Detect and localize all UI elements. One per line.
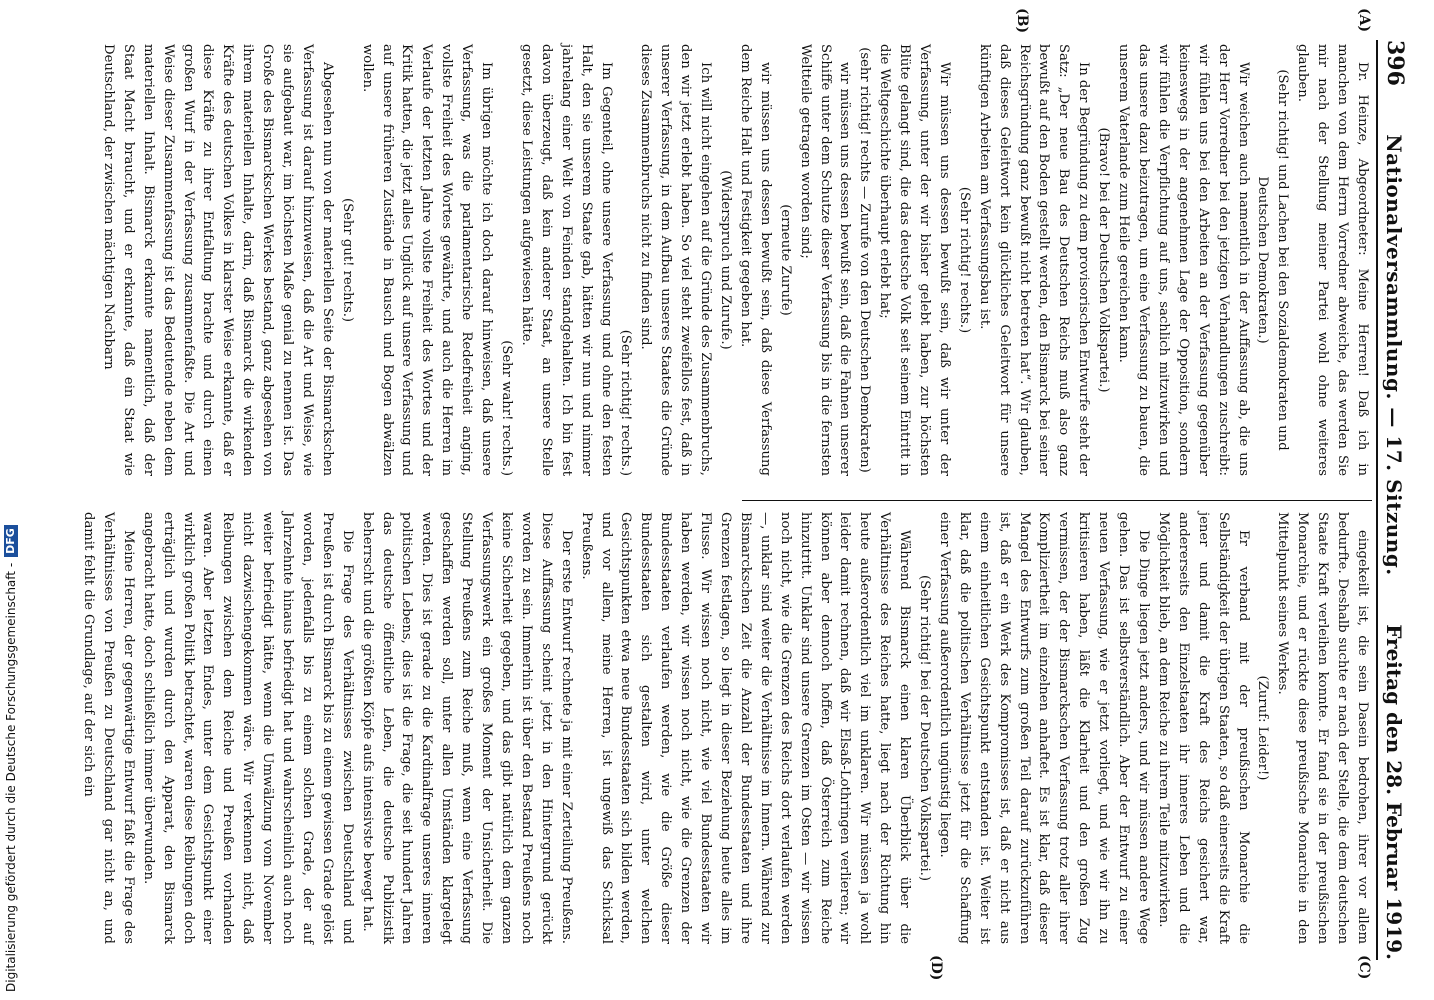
paragraph: Wir müssen uns dessen bewußt sein, daß wir unter der Verfassung, unter der wir bisher gelebt haben, zur höchsten Blüte gelangt sind, die das deutsche Volk seit seinem Eintritt in die Weltgeschichte überhaupt erlebt hat; [877,44,952,476]
digitization-credit [0,0,22,1000]
paragraph: Meine Herren, der gegenwärtige Entwurf faßt die Frage des Verhältnisses von Preußen zu Deutschland gar nicht an, und damit fehlt die Grundlage, auf der sich ein [81,512,136,944]
paragraph: eingekeilt ist, die sein Dasein bedrohen, ihrer vor allem bedurfte. Deshalb suchte er nach der Stelle, die dem deutschen Staate Kraft verleihen konnte. Er fand sie in der preußischen Monarchie, und er rückte diese preußische Monarchie in den Mittelpunkt seines Werkes. [1275,512,1370,944]
paragraph: Dr. Heinze, Abgeordneter: Meine Herren! Daß ich in manchen von dem Herrn Vorredner abweiche, das werden Sie mir nach der Stellung meiner Partei wohl ohne weiteres glauben. [1295,44,1370,476]
interjection: (sehr richtig! rechts — Zurufe von den Deutschen Demokraten) [857,47,873,473]
page-header [1376,40,1422,960]
interjection: (Bravo! bei der Deutschen Volkspartei.) [1096,127,1112,393]
paragraph: Die Frage des Verhältnisses zwischen Deutschland und Preußen ist durch Bismarck bis zu einem gewissen Grade gelöst worden, jedenfalls bis zu einem solchen Grade, der auf Jahrzehnte hinaus befriedigt hat und wahrscheinlich auch noch weiter befriedigt hätte, wenn die Umwälzung vom November nicht dazwischengekommen wäre. Wir verkennen nicht, daß Reibungen zwischen dem Reiche und Preußen vorhanden waren. Aber letzten Endes, unter dem Gesichtspunkt einer wirklich großen Politik betrachtet, waren diese Reibungen doch erträglich und wurden durch den Apparat, den Bismarck angebracht hatte, doch schließlich immer überwunden. [140,512,355,944]
interjection: (Sehr richtig! bei der Deutschen Volkspartei.) [917,574,933,882]
page-number: 396 [1382,40,1408,86]
page-title: Nationalversammlung. — 17. Sitzung. [1382,134,1406,576]
margin-marker-a: (A) [1356,8,1372,33]
interjection: (Sehr richtig! rechts.) [618,329,634,476]
dfg-logo-icon: DFG [4,525,18,557]
paragraph: Wir weichen auch namentlich in der Auffassung ab, die uns der Herr Vorredner bei den jetzigen Verhandlungen zuschreibt: wir fühlen uns bei den Arbeiten an der Verfassung gegenüber keineswegs in der angenehmen Lage der Opposition, sondern wir fühlen die Verpflichtung auf uns, sachlich mitzuwirken und das unsere dazu beizutragen, um eine Verfassung zu bauen, die unserem Vaterlande zum Heile gereichen kann. [1116,44,1251,476]
interjection: (Sehr wahr! rechts.) [499,340,515,476]
paragraph: wir müssen uns dessen bewußt sein, daß die Fahnen unserer Schiffe unter dem Schutze dieser Verfassung bis in die fernsten Weltteile getragen worden sind; [797,44,853,476]
left-text-column [100,44,1372,477]
paragraph: Die Dinge liegen jetzt anders, und wir müssen andere Wege gehen. Das ist selbstverständlich. Aber der Entwurf zu einer neuen Verfassung, wie er jetzt vorliegt, und wie wir ihn zu kritisieren haben, läßt die Klarheit und den großen Zug vermissen, der der Bismarckschen Verfassung trotz aller ihrer Kompliziertheit im einzelnen anhaftet. Es ist klar, daß dieser Mangel des Entwurfs zum großen Teil darauf zurückzuführen ist, daß er ein Werk des Kompromisses ist, daß er nicht aus einem einheitlichen Gesichtspunkt entstanden ist. Weiter ist klar, daß die politischen Verhältnisse jetzt für die Schaffung einer Verfassung außerordentlich ungünstig liegen. [936,512,1152,944]
margin-marker-b: (B) [1014,8,1030,34]
right-text-column [81,512,1372,944]
interjection: (Sehr richtig! und Lachen bei den Sozialdemokraten und Deutschen Demokraten.) [1255,69,1291,451]
interjection: (erneute Zurufe) [777,204,793,316]
paragraph: In der Begründung zu dem provisorischen Entwurfe steht der Satz: „Der neue Bau des Deutschen Reichs muß also ganz bewußt auf den Boden gestellt werden, den Bismarck bei seiner Reichsgründung ganz bewußt nicht betreten hat“. Wir glauben, daß dieses Geleitwort kein glückliches Geleitwort für unsere künftigen Arbeiten am Verfassungsbau ist. [976,44,1092,477]
interjection: (Sehr richtig! rechts.) [956,186,972,334]
paragraph: Während Bismarck einen klaren Überblick über die Verhältnisse des Reiches hatte, liegt nach der Richtung hin heute außerordentlich viel im unklaren. Wir müssen ja wohl leider damit rechnen, daß wir Elsaß-Lothringen verlieren; wir können aber dennoch hoffen, daß Österreich zum Reiche hinzutritt. Unklar sind unsere Grenzen im Osten — wir wissen noch nicht, wie die Grenzen des Reichs dort verlaufen werden —, unklar sind weiter die Verhältnisse im Innern. Während zur Bismarckschen Zeit die Anzahl der Bundesstaaten und ihre Grenzen festlagen, so liegt in dieser Beziehung heute alles im Flusse. Wir wissen noch nicht, wie viel Bundesstaaten wir haben werden, wir wissen noch nicht, wie die Grenzen der Bundesstaaten verlaufen werden, wie die Größe dieser Bundesstaaten sich gestalten wird, unter welchen Gesichtspunkten etwa neue Bundesstaaten sich bilden werden, und vor allem, meine Herren, ist ungewiß das Schicksal Preußens. [578,512,913,944]
paragraph: wir müssen uns dessen bewußt sein, daß diese Verfassung dem Reiche Halt und Festigkeit gegeben hat. [737,44,773,476]
credit-text: Digitalisierung gefördert durch die Deutsche Forschungsgemeinschaft - [4,562,18,992]
session-date: Freitag den 28. Februar 1919. [1382,624,1406,960]
paragraph: Im übrigen möchte ich doch darauf hinweisen, daß unsere Verfassung, was die parlamentarische Redefreiheit anging, vollste Freiheit des Wortes gewährte, und auch die Herren im Verlaufe der letzten Jahre vollste Freiheit des Wortes und der Kritik hatten, die jetzt alles Unglück auf unsere Verfassung und auf unsere früheren Zustände in Bausch und Bogen abwälzen wollen. [359,44,495,476]
margin-marker-d: (D) [928,955,944,981]
paragraph: Im Gegenteil, ohne unsere Verfassung und ohne den festen Halt, den sie unserem Staate gab, hätten wir nun und nimmer jahrelang einer Welt von Feinden standgehalten. Ich bin fest davon überzeugt, daß kein anderer Staat, an unsere Stelle gesetzt, diese Leistungen aufgewiesen hätte. [518,44,614,476]
column-divider [742,500,1372,501]
interjection: (Zuruf: Leider!) [1255,675,1271,781]
margin-marker-c: (C) [1356,955,1372,980]
interjection: (Widerspruch und Zurufe.) [718,170,733,350]
paragraph: Er verband mit der preußischen Monarchie die Selbständigkeit der übrigen Staaten, so daß einerseits die Kraft jener und damit die Kraft des Reichs gesichert war, andererseits den Einzelstaaten ihr inneres Leben und die Möglichkeit blieb, an dem Reiche zu ihrem Teile mitzuwirken. [1155,512,1251,944]
paragraph: Ich will nicht eingehen auf die Gründe des Zusammenbruchs, den wir jetzt erlebt haben. So viel steht zweifellos fest, daß in unserer Verfassung, in dem Aufbau unseres Staates die Gründe dieses Zusammenbruchs nicht zu finden sind. [638,44,714,476]
paragraph: Der erste Entwurf rechnete ja mit einer Zerteilung Preußens. Diese Auffassung scheint jetzt in den Hintergrund gerückt worden zu sein. Immerhin ist über den Bestand Preußens noch keine Sicherheit gegeben, und das gibt natürlich dem ganzen Verfassungswerk ein großes Moment der Unsicherheit. Die Stellung Preußens zum Reiche muß, wenn eine Verfassung geschaffen werden soll, unter allen Umständen klargelegt werden. Dies ist gerade zu die Kardinalfrage unseres inneren politischen Lebens, dies ist die Frage, die seit hundert Jahren das deutsche öffentliche Leben, die deutsche Publizistik beherrscht und die größten Köpfe aufs intensivste bewegt hat. [359,512,574,944]
paragraph: Abgesehen nun von der materiellen Seite der Bismarckschen Verfassung ist darauf hinzuweisen, daß die Art und Weise, wie sie aufgebaut war, im höchsten Maße genial zu nennen ist. Das Große des Bismarckschen Werkes bestand, ganz abgesehen von ihrem materiellen Inhalte, darin, daß Bismarck die wirkenden Kräfte des deutschen Volkes in klarster Weise erkannte, daß er diese Kräfte zu ihrer Entfaltung brachte und durch einen großen Wurf in der Verfassung zusammenfaßte. Die Art und Weise dieser Zusammenfassung ist das Bedeutende neben dem materiellen Inhalt. Bismarck erkannte namentlich, daß der Staat Macht braucht, und er erkannte, daß ein Staat wie Deutschland, der zwischen mächtigen Nachbarn [100,44,335,476]
interjection: (Sehr gut! rechts.) [339,197,355,323]
